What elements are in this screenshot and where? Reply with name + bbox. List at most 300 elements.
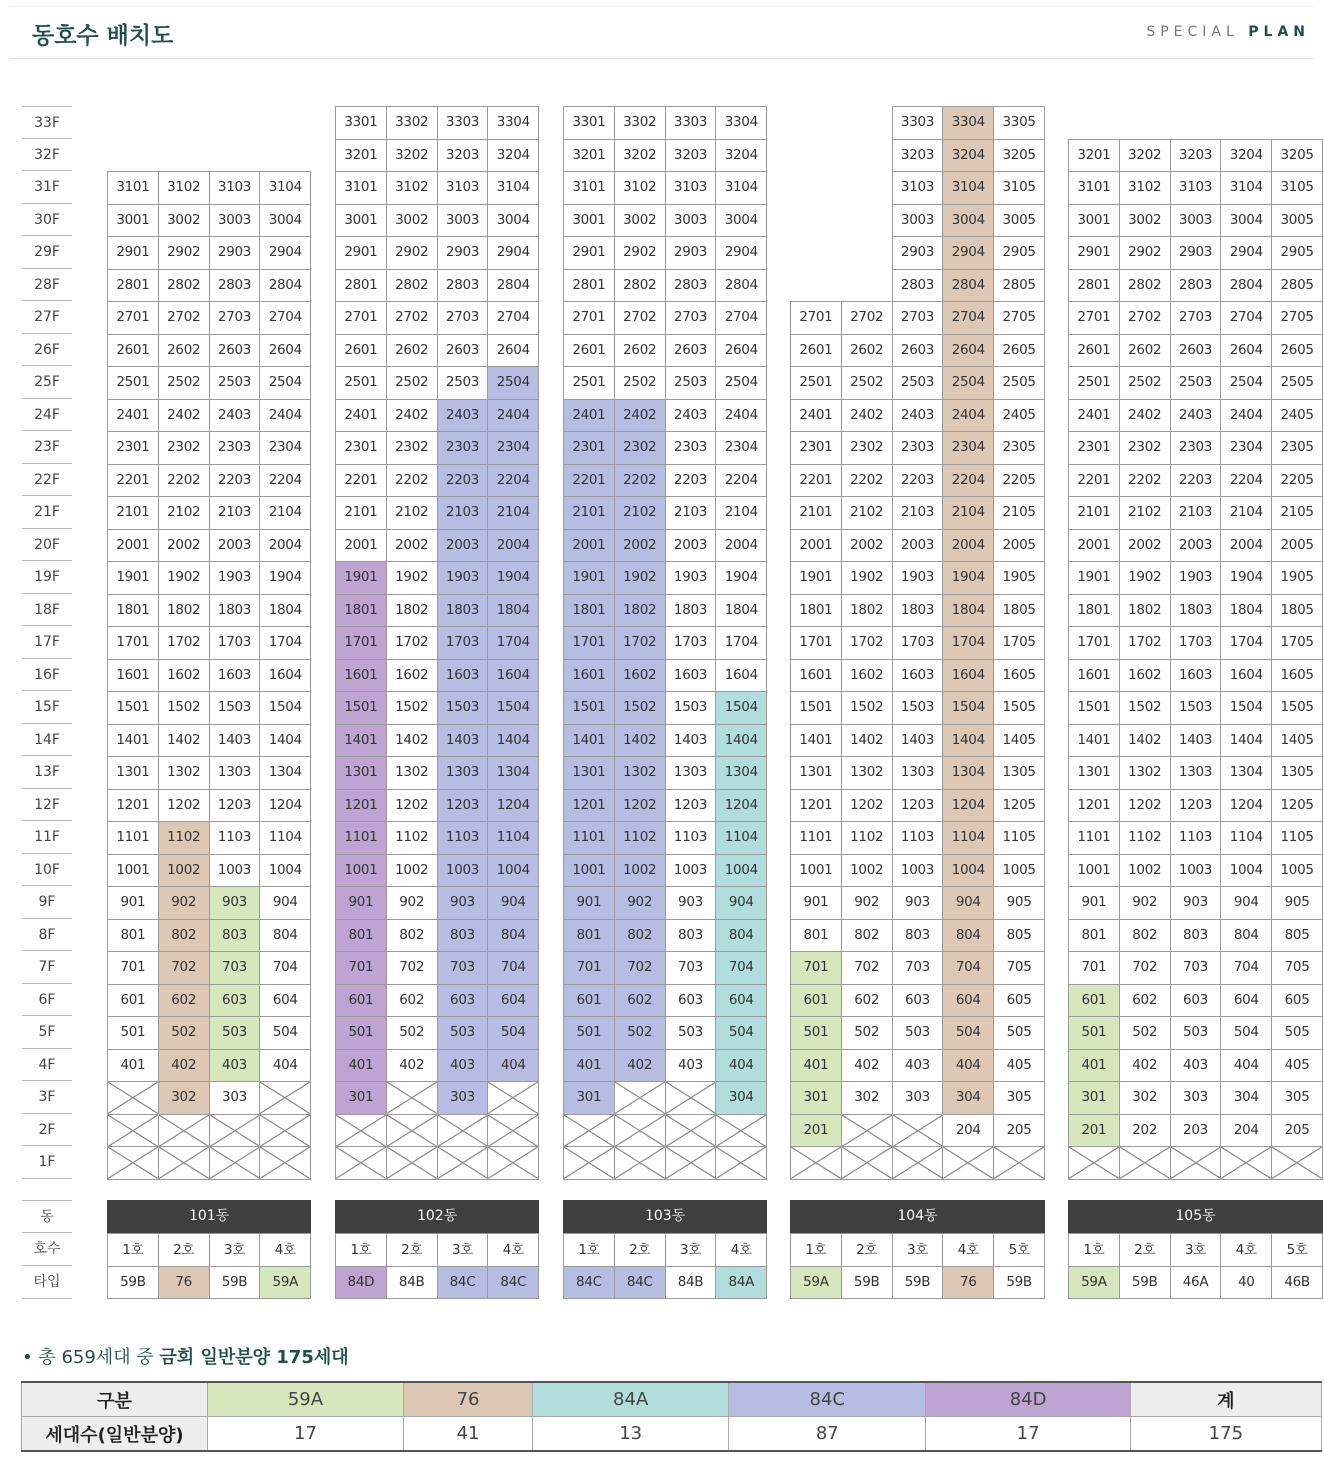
unit-cell: 1301: [563, 756, 615, 790]
unit-cell: 3204: [715, 139, 767, 173]
unit-cell: 2005: [993, 529, 1045, 563]
unit-cell: 2405: [993, 399, 1045, 433]
unit-cell: 2803: [1170, 269, 1222, 303]
floor-label: 10F: [22, 854, 72, 887]
unit-cell: 1201: [563, 789, 615, 823]
unit-cell: 1202: [1119, 789, 1171, 823]
unit-cell: 1103: [437, 821, 489, 855]
unit-cell: 1704: [487, 626, 539, 660]
unit-cell: 1203: [437, 789, 489, 823]
unit-cell: 3001: [563, 204, 615, 238]
unit-cell: 2302: [614, 431, 666, 465]
unit-cell: 1303: [209, 756, 261, 790]
unavailable-unit-cell: [1170, 1146, 1222, 1180]
floor-label: 28F: [22, 269, 72, 302]
unit-cell: 2401: [790, 399, 842, 433]
unit-cell: 2702: [386, 301, 438, 335]
unit-cell: 2404: [942, 399, 994, 433]
unit-number-cell: 2호: [158, 1233, 210, 1267]
unit-type-cell: 76: [942, 1266, 994, 1299]
unit-type-cell: 84D: [335, 1266, 387, 1299]
unit-cell: 1501: [790, 691, 842, 725]
summary-col-total: 계: [1130, 1382, 1321, 1417]
unit-cell: 1901: [1068, 561, 1120, 595]
unit-cell: 2902: [614, 236, 666, 270]
unit-cell: 501: [563, 1016, 615, 1050]
unit-cell: 3303: [892, 106, 944, 140]
unit-cell: 1503: [1170, 691, 1222, 725]
unit-cell: 401: [107, 1049, 159, 1083]
summary-col-76: 76: [403, 1382, 532, 1417]
unit-number-cell: 5호: [1271, 1233, 1323, 1267]
unit-cell: 1204: [942, 789, 994, 823]
unit-cell: 403: [209, 1049, 261, 1083]
unit-cell: 2201: [790, 464, 842, 498]
unit-number-cell: 1호: [335, 1233, 387, 1267]
unavailable-unit-cell: [665, 1146, 717, 1180]
unit-cell: 2803: [665, 269, 717, 303]
unit-cell: 802: [1119, 919, 1171, 953]
unit-cell: 2202: [1119, 464, 1171, 498]
unit-cell: 803: [437, 919, 489, 953]
unit-cell: 502: [841, 1016, 893, 1050]
unit-cell: 1501: [1068, 691, 1120, 725]
unit-cell: 702: [614, 951, 666, 985]
unit-cell: 903: [209, 886, 261, 920]
unit-cell: 2601: [335, 334, 387, 368]
summary-value-76: 41: [403, 1417, 532, 1452]
unit-cell: 1103: [209, 821, 261, 855]
unit-cell: 2904: [715, 236, 767, 270]
unit-cell: 2003: [437, 529, 489, 563]
unit-cell: 3003: [209, 204, 261, 238]
unit-cell: 1303: [437, 756, 489, 790]
unit-cell: 504: [715, 1016, 767, 1050]
unit-cell: 3002: [386, 204, 438, 238]
floor-label: 3F: [22, 1081, 72, 1114]
unit-cell: 3305: [993, 106, 1045, 140]
unavailable-unit-cell: [715, 1146, 767, 1180]
unit-cell: 2403: [209, 399, 261, 433]
unavailable-unit-cell: [158, 1114, 210, 1148]
unit-cell: 3201: [563, 139, 615, 173]
unit-cell: 904: [942, 886, 994, 920]
unit-cell: 2901: [563, 236, 615, 270]
unit-cell: 3104: [942, 171, 994, 205]
unit-cell: 1503: [209, 691, 261, 725]
unit-cell: 1201: [107, 789, 159, 823]
unit-cell: 3004: [1220, 204, 1272, 238]
unit-cell: 503: [1170, 1016, 1222, 1050]
floor-label: 8F: [22, 919, 72, 952]
unit-cell: 2705: [993, 301, 1045, 335]
unit-cell: 301: [563, 1081, 615, 1115]
unit-cell: 503: [665, 1016, 717, 1050]
unit-cell: 904: [487, 886, 539, 920]
summary-col-84D: 84D: [926, 1382, 1130, 1417]
unit-cell: 2002: [386, 529, 438, 563]
unit-cell: 2403: [892, 399, 944, 433]
unit-cell: 2703: [665, 301, 717, 335]
unit-type-cell: 59B: [1119, 1266, 1171, 1299]
unit-cell: 3201: [1068, 139, 1120, 173]
unit-cell: 2905: [1271, 236, 1323, 270]
unit-cell: 1702: [841, 626, 893, 660]
unit-number-cell: 1호: [790, 1233, 842, 1267]
unit-cell: 1804: [259, 594, 311, 628]
summary-value-total: 175: [1130, 1417, 1321, 1452]
unit-cell: 1504: [942, 691, 994, 725]
unit-cell: 303: [892, 1081, 944, 1115]
unit-cell: 2502: [386, 366, 438, 400]
unit-cell: 2103: [892, 496, 944, 530]
unit-cell: 3102: [386, 171, 438, 205]
unit-type-cell: 84B: [386, 1266, 438, 1299]
unit-cell: 2205: [1271, 464, 1323, 498]
floor-label: 16F: [22, 659, 72, 692]
unit-cell: 305: [993, 1081, 1045, 1115]
floor-label: 14F: [22, 724, 72, 757]
unit-cell: 1001: [1068, 854, 1120, 888]
unit-type-cell: 59A: [790, 1266, 842, 1299]
unit-cell: 301: [790, 1081, 842, 1115]
floor-label: 6F: [22, 984, 72, 1017]
unit-cell: 1401: [1068, 724, 1120, 758]
unit-cell: 1703: [892, 626, 944, 660]
unit-cell: 1504: [487, 691, 539, 725]
unit-cell: 1501: [563, 691, 615, 725]
unavailable-unit-cell: [259, 1081, 311, 1115]
unit-cell: 2703: [1170, 301, 1222, 335]
unit-cell: 1703: [209, 626, 261, 660]
unit-cell: 2302: [158, 431, 210, 465]
unit-cell: 1402: [614, 724, 666, 758]
unit-cell: 2002: [614, 529, 666, 563]
unit-cell: 703: [1170, 951, 1222, 985]
unit-type-cell: 84A: [715, 1266, 767, 1299]
unit-cell: 2201: [563, 464, 615, 498]
unit-cell: 3104: [1220, 171, 1272, 205]
unit-cell: 403: [437, 1049, 489, 1083]
unit-cell: 1803: [892, 594, 944, 628]
unit-cell: 2101: [107, 496, 159, 530]
unit-cell: 1102: [614, 821, 666, 855]
unit-cell: 402: [386, 1049, 438, 1083]
unit-cell: 1605: [993, 659, 1045, 693]
unit-cell: 1903: [892, 561, 944, 595]
unit-cell: 3101: [335, 171, 387, 205]
unit-cell: 501: [335, 1016, 387, 1050]
unit-cell: 2602: [386, 334, 438, 368]
unit-cell: 3105: [1271, 171, 1323, 205]
unit-cell: 1304: [715, 756, 767, 790]
unit-cell: 2501: [107, 366, 159, 400]
unavailable-unit-cell: [158, 1146, 210, 1180]
unit-cell: 1101: [1068, 821, 1120, 855]
unit-cell: 3001: [335, 204, 387, 238]
unit-cell: 1003: [665, 854, 717, 888]
unit-cell: 1302: [841, 756, 893, 790]
unit-cell: 603: [437, 984, 489, 1018]
unit-cell: 2204: [1220, 464, 1272, 498]
unit-cell: 804: [259, 919, 311, 953]
unit-cell: 805: [1271, 919, 1323, 953]
unit-cell: 1502: [386, 691, 438, 725]
unit-cell: 2301: [1068, 431, 1120, 465]
unit-cell: 2503: [209, 366, 261, 400]
unit-cell: 2802: [386, 269, 438, 303]
unavailable-unit-cell: [563, 1146, 615, 1180]
unit-cell: 1801: [563, 594, 615, 628]
unit-cell: 2202: [614, 464, 666, 498]
unit-cell: 2903: [209, 236, 261, 270]
unit-cell: 1704: [259, 626, 311, 660]
unit-cell: 404: [259, 1049, 311, 1083]
floor-label: 2F: [22, 1114, 72, 1147]
unit-cell: 1705: [993, 626, 1045, 660]
unit-cell: 1801: [790, 594, 842, 628]
unit-cell: 2902: [386, 236, 438, 270]
unit-cell: 202: [1119, 1114, 1171, 1148]
unit-type-cell: 84C: [563, 1266, 615, 1299]
unit-cell: 3101: [107, 171, 159, 205]
unit-type-cell: 76: [158, 1266, 210, 1299]
unit-type-cell: 59B: [892, 1266, 944, 1299]
unit-cell: 1802: [386, 594, 438, 628]
unit-cell: 2003: [209, 529, 261, 563]
unit-cell: 2604: [259, 334, 311, 368]
unit-cell: 2704: [259, 301, 311, 335]
unit-cell: 2402: [614, 399, 666, 433]
summary-header-row: [22, 1382, 1322, 1417]
unit-cell: 1901: [107, 561, 159, 595]
unavailable-unit-cell: [790, 1146, 842, 1180]
unit-type-cell: 84C: [614, 1266, 666, 1299]
building-name-bar: 101동: [107, 1200, 311, 1233]
unit-cell: 2803: [892, 269, 944, 303]
unit-number-cell: 4호: [259, 1233, 311, 1267]
unit-cell: 1402: [386, 724, 438, 758]
unit-cell: 1502: [158, 691, 210, 725]
unit-cell: 1004: [942, 854, 994, 888]
unit-cell: 1504: [259, 691, 311, 725]
unit-cell: 2601: [790, 334, 842, 368]
unit-cell: 2001: [790, 529, 842, 563]
unit-cell: 3002: [158, 204, 210, 238]
unit-cell: 704: [942, 951, 994, 985]
unit-cell: 801: [335, 919, 387, 953]
unit-cell: 2204: [487, 464, 539, 498]
unit-cell: 301: [335, 1081, 387, 1115]
unit-cell: 2301: [563, 431, 615, 465]
unit-cell: 2503: [665, 366, 717, 400]
unit-cell: 905: [1271, 886, 1323, 920]
unit-cell: 2904: [487, 236, 539, 270]
unit-cell: 701: [107, 951, 159, 985]
unit-cell: 1802: [841, 594, 893, 628]
unit-cell: 3103: [209, 171, 261, 205]
unit-cell: 403: [892, 1049, 944, 1083]
unit-cell: 802: [386, 919, 438, 953]
unit-cell: 301: [1068, 1081, 1120, 1115]
unit-cell: 1702: [614, 626, 666, 660]
unit-cell: 804: [1220, 919, 1272, 953]
unit-cell: 602: [1119, 984, 1171, 1018]
unit-cell: 3101: [563, 171, 615, 205]
unit-cell: 1402: [1119, 724, 1171, 758]
building-name-bar: 102동: [335, 1200, 539, 1233]
unit-cell: 2501: [1068, 366, 1120, 400]
unit-cell: 1703: [665, 626, 717, 660]
unit-cell: 2904: [942, 236, 994, 270]
unit-cell: 2501: [335, 366, 387, 400]
header-top-divider: [10, 6, 1314, 7]
unit-cell: 1104: [942, 821, 994, 855]
unit-cell: 1702: [1119, 626, 1171, 660]
unit-cell: 404: [1220, 1049, 1272, 1083]
unit-cell: 303: [437, 1081, 489, 1115]
unit-cell: 3002: [614, 204, 666, 238]
unit-cell: 3105: [993, 171, 1045, 205]
unit-cell: 2001: [107, 529, 159, 563]
unit-cell: 2602: [1119, 334, 1171, 368]
unit-cell: 1102: [158, 821, 210, 855]
unit-cell: 1201: [335, 789, 387, 823]
unit-cell: 702: [1119, 951, 1171, 985]
unit-cell: 3104: [715, 171, 767, 205]
unit-cell: 1904: [487, 561, 539, 595]
unit-cell: 602: [386, 984, 438, 1018]
unit-cell: 3103: [437, 171, 489, 205]
unit-cell: 1102: [1119, 821, 1171, 855]
unit-cell: 302: [158, 1081, 210, 1115]
unit-cell: 1701: [1068, 626, 1120, 660]
unavailable-unit-cell: [209, 1114, 261, 1148]
unit-cell: 1903: [437, 561, 489, 595]
unit-cell: 3204: [487, 139, 539, 173]
unit-cell: 504: [259, 1016, 311, 1050]
unit-cell: 1401: [790, 724, 842, 758]
unit-cell: 1104: [715, 821, 767, 855]
unit-cell: 2502: [841, 366, 893, 400]
unit-cell: 302: [841, 1081, 893, 1115]
unit-cell: 1704: [1220, 626, 1272, 660]
unit-cell: 703: [892, 951, 944, 985]
unit-cell: 2105: [993, 496, 1045, 530]
unit-cell: 2305: [1271, 431, 1323, 465]
unit-cell: 3003: [437, 204, 489, 238]
unit-cell: 2202: [158, 464, 210, 498]
unit-cell: 901: [335, 886, 387, 920]
unit-cell: 1001: [790, 854, 842, 888]
unit-cell: 701: [790, 951, 842, 985]
unit-cell: 1803: [1170, 594, 1222, 628]
floor-label: 27F: [22, 301, 72, 334]
unit-cell: 405: [1271, 1049, 1323, 1083]
unit-cell: 1404: [942, 724, 994, 758]
floor-label: 15F: [22, 691, 72, 724]
unavailable-unit-cell: [892, 1114, 944, 1148]
unit-cell: 2601: [107, 334, 159, 368]
unavailable-unit-cell: [335, 1146, 387, 1180]
unavailable-unit-cell: [386, 1146, 438, 1180]
unit-cell: 2703: [209, 301, 261, 335]
unit-cell: 3203: [892, 139, 944, 173]
unit-cell: 801: [790, 919, 842, 953]
unit-cell: 2802: [1119, 269, 1171, 303]
unit-cell: 2105: [1271, 496, 1323, 530]
unit-number-cell: 1호: [563, 1233, 615, 1267]
unavailable-unit-cell: [841, 1146, 893, 1180]
floor-label: 7F: [22, 951, 72, 984]
summary-value-84C: 87: [729, 1417, 926, 1452]
unit-cell: 1302: [158, 756, 210, 790]
unit-cell: 502: [1119, 1016, 1171, 1050]
floor-label: 4F: [22, 1049, 72, 1082]
unit-cell: 1101: [335, 821, 387, 855]
unit-cell: 1104: [259, 821, 311, 855]
floor-label: 23F: [22, 431, 72, 464]
unit-cell: 902: [614, 886, 666, 920]
unit-cell: 3303: [665, 106, 717, 140]
unit-cell: 3304: [942, 106, 994, 140]
unit-cell: 2504: [715, 366, 767, 400]
unit-cell: 2304: [1220, 431, 1272, 465]
unit-cell: 2602: [841, 334, 893, 368]
unit-cell: 804: [942, 919, 994, 953]
unit-cell: 2605: [993, 334, 1045, 368]
unit-cell: 1803: [209, 594, 261, 628]
unit-cell: 3301: [563, 106, 615, 140]
unit-cell: 3003: [892, 204, 944, 238]
unit-cell: 601: [335, 984, 387, 1018]
unit-cell: 1904: [942, 561, 994, 595]
unit-number-cell: 3호: [437, 1233, 489, 1267]
unit-cell: 3304: [715, 106, 767, 140]
unit-cell: 2505: [1271, 366, 1323, 400]
unit-cell: 1804: [487, 594, 539, 628]
unit-cell: 1603: [665, 659, 717, 693]
summary-value-84A: 13: [533, 1417, 729, 1452]
unit-cell: 1203: [892, 789, 944, 823]
unit-cell: 602: [614, 984, 666, 1018]
unit-type-cell: 84C: [437, 1266, 489, 1299]
unit-cell: 703: [209, 951, 261, 985]
unit-cell: 2003: [892, 529, 944, 563]
unit-cell: 2905: [993, 236, 1045, 270]
unit-cell: 2602: [614, 334, 666, 368]
unit-cell: 401: [790, 1049, 842, 1083]
unit-cell: 1603: [1170, 659, 1222, 693]
unit-cell: 2704: [715, 301, 767, 335]
brand-light: SPECIAL: [1146, 24, 1239, 40]
unit-cell: 2002: [158, 529, 210, 563]
unit-cell: 1705: [1271, 626, 1323, 660]
unit-cell: 1001: [107, 854, 159, 888]
unavailable-unit-cell: [335, 1114, 387, 1148]
unit-cell: 2604: [715, 334, 767, 368]
unit-cell: 1603: [437, 659, 489, 693]
unit-cell: 2004: [487, 529, 539, 563]
unit-cell: 1405: [993, 724, 1045, 758]
unit-cell: 2805: [1271, 269, 1323, 303]
floor-label: 29F: [22, 236, 72, 269]
unit-type-cell: 59B: [841, 1266, 893, 1299]
unit-cell: 1601: [790, 659, 842, 693]
unavailable-unit-cell: [715, 1114, 767, 1148]
unit-cell: 2601: [1068, 334, 1120, 368]
unit-cell: 1003: [209, 854, 261, 888]
